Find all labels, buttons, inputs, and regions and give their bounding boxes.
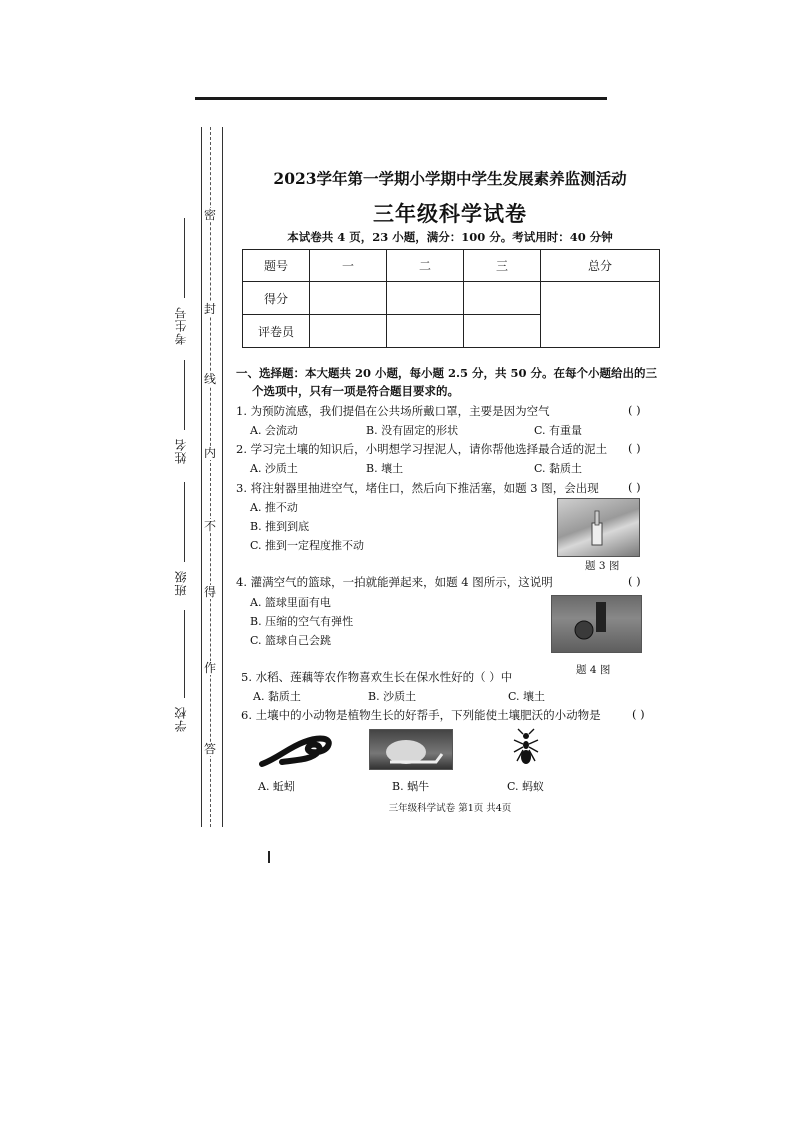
option-c: C. 篮球自己会跳 xyxy=(250,634,332,647)
total-score-cell[interactable] xyxy=(541,282,660,348)
score-header-cell: 总分 xyxy=(541,250,660,282)
score-header-cell: 二 xyxy=(387,250,464,282)
snail-icon xyxy=(370,730,452,769)
score-cell[interactable] xyxy=(387,282,464,315)
school-label: 学校 xyxy=(174,706,188,732)
figure-3-caption: 题 3 图 xyxy=(585,560,620,572)
grader-cell[interactable] xyxy=(464,315,541,348)
score-header-cell: 一 xyxy=(310,250,387,282)
question-1-stem: 1. 为预防流感，我们提倡在公共场所戴口罩，主要是因为空气 xyxy=(236,404,550,418)
seal-char: 答 xyxy=(203,742,216,756)
section-heading-cont: 个选项中，只有一项是符合题目要求的。 xyxy=(252,384,459,398)
class-line xyxy=(184,482,185,562)
option-b: B. 壤土 xyxy=(366,462,404,475)
option-a: A. 推不动 xyxy=(250,501,298,514)
question-2-stem: 2. 学习完土壤的知识后，小明想学习捏泥人，请你帮他选择最合适的泥土 xyxy=(236,442,608,456)
option-a: A. 黏质土 xyxy=(253,690,301,703)
score-table xyxy=(242,249,660,348)
subject-title: 三年级科学试卷 xyxy=(373,201,527,226)
basketball-icon xyxy=(552,596,641,652)
option-a: A. 篮球里面有电 xyxy=(250,596,331,609)
question-3-stem: 3. 将注射器里抽进空气，堵住口，然后向下推活塞，如题 3 图，会出现 xyxy=(236,481,599,495)
question-6-stem: 6. 土壤中的小动物是植物生长的好帮手，下列能使土壤肥沃的小动物是 xyxy=(241,708,601,722)
class-label: 班级 xyxy=(174,570,188,596)
answer-bracket[interactable]: ( ) xyxy=(628,403,641,417)
binding-dash-line xyxy=(210,127,211,827)
score-cell[interactable] xyxy=(310,282,387,315)
snail-photo xyxy=(369,729,453,770)
option-c: C. 有重量 xyxy=(534,424,583,437)
scan-mark xyxy=(268,851,270,863)
question-4-stem: 4. 灌满空气的篮球，一拍就能弹起来，如题 4 图所示，这说明 xyxy=(236,575,553,589)
student-id-line xyxy=(184,218,185,298)
student-id-label: 考生号 xyxy=(174,306,188,345)
option-b: B. 沙质土 xyxy=(368,690,417,703)
score-row-label: 得分 xyxy=(243,282,310,315)
answer-bracket[interactable]: ( ) xyxy=(632,707,645,721)
seal-char: 不 xyxy=(203,519,216,533)
earthworm-icon xyxy=(258,728,336,770)
option-b: B. 压缩的空气有弹性 xyxy=(250,615,354,628)
score-cell[interactable] xyxy=(464,282,541,315)
basketball-photo xyxy=(551,595,642,653)
answer-bracket[interactable]: ( ) xyxy=(628,441,641,455)
score-header-cell: 题号 xyxy=(243,250,310,282)
figure-4-caption: 题 4 图 xyxy=(576,664,611,676)
name-label: 姓名 xyxy=(174,438,188,464)
option-b: B. 推到到底 xyxy=(250,520,310,533)
seal-char: 得 xyxy=(203,585,216,599)
option-b: B. 蜗牛 xyxy=(392,780,430,793)
name-line xyxy=(184,360,185,430)
seal-char: 密 xyxy=(203,208,216,222)
option-a: A. 会流动 xyxy=(250,424,298,437)
score-header-cell: 三 xyxy=(464,250,541,282)
seal-char: 封 xyxy=(203,302,216,316)
syringe-photo xyxy=(557,498,640,557)
section-heading: 一、选择题：本大题共 20 小题，每小题 2.5 分，共 50 分。在每个小题给出的三 xyxy=(236,366,658,380)
binding-line-inner xyxy=(222,127,223,827)
answer-bracket[interactable]: ( ) xyxy=(628,480,641,494)
seal-char: 作 xyxy=(203,661,216,675)
seal-char: 内 xyxy=(203,446,216,460)
exam-info: 本试卷共 4 页，23 小题，满分：100 分。考试用时：40 分钟 xyxy=(287,230,613,244)
grader-cell[interactable] xyxy=(310,315,387,348)
option-c: C. 推到一定程度推不动 xyxy=(250,539,365,552)
answer-bracket[interactable]: ( ) xyxy=(628,574,641,588)
grader-cell[interactable] xyxy=(387,315,464,348)
option-a: A. 蚯蚓 xyxy=(258,780,295,793)
exam-title: 2023学年第一学期小学期中学生发展素养监测活动 xyxy=(273,169,627,188)
option-b: B. 没有固定的形状 xyxy=(366,424,459,437)
option-c: C. 壤土 xyxy=(508,690,546,703)
seal-char: 线 xyxy=(203,372,216,386)
option-a: A. 沙质土 xyxy=(250,462,298,475)
syringe-icon xyxy=(558,499,639,556)
question-5-stem: 5. 水稻、莲藕等农作物喜欢生长在保水性好的（ ）中 xyxy=(241,670,513,684)
school-line xyxy=(184,610,185,698)
page-footer: 三年级科学试卷 第1页 共4页 xyxy=(388,803,512,814)
grader-row-label: 评卷员 xyxy=(243,315,310,348)
binding-line-outer xyxy=(201,127,202,827)
top-rule xyxy=(195,97,607,100)
option-c: C. 蚂蚁 xyxy=(507,780,545,793)
option-c: C. 黏质土 xyxy=(534,462,583,475)
ant-icon xyxy=(511,728,541,768)
